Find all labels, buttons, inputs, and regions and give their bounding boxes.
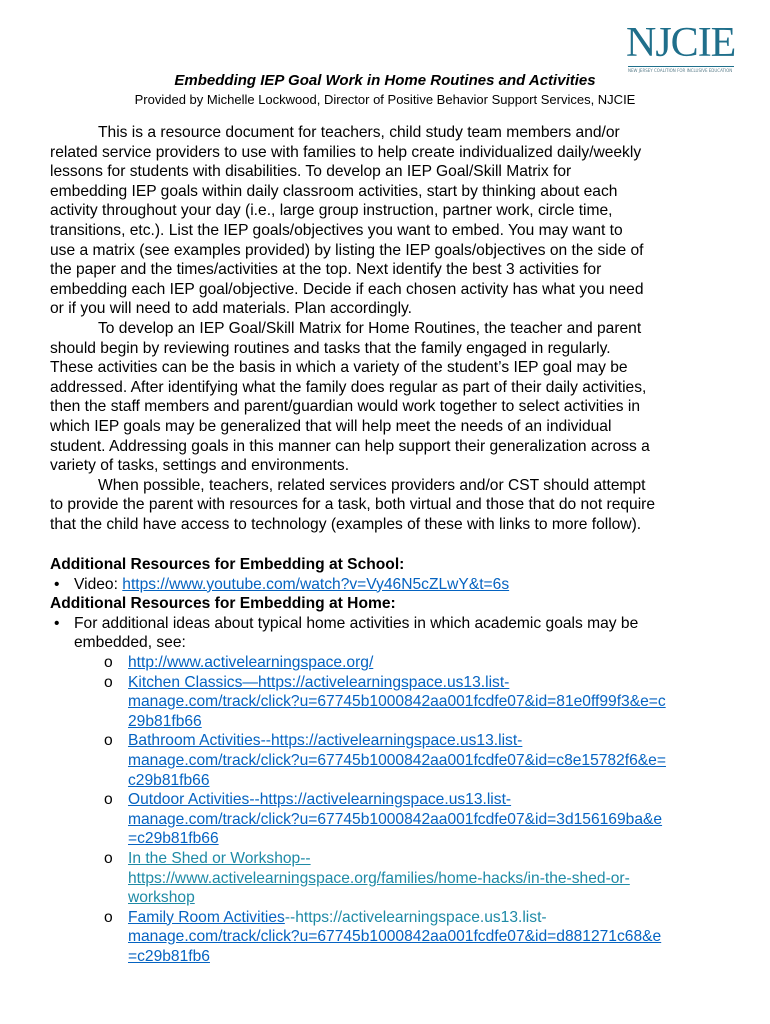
home-ideas-line: embedded, see: bbox=[74, 634, 186, 652]
paragraph-line: then the staff members and parent/guardian would work together to select activities in bbox=[50, 398, 641, 416]
list-item-video bbox=[50, 575, 740, 595]
sub-list-item bbox=[50, 908, 740, 967]
active-learning-space-link[interactable]: http://www.activelearningspace.org/ bbox=[128, 653, 374, 671]
circle-bullet-icon: o bbox=[104, 732, 113, 750]
paragraph-line: related service providers to use with families to help create individualized daily/weekly bbox=[50, 143, 642, 161]
shed-workshop-link[interactable]: In the Shed or Workshop-- bbox=[128, 849, 311, 867]
paragraph-line: embedding IEP goals within daily classroom activities, start by thinking about each bbox=[50, 182, 618, 200]
paragraph-line: the paper and the times/activities at the top. Next identify the best 3 activities for bbox=[50, 261, 602, 279]
paragraph-line: lessons for students with disabilities. To develop an IEP Goal/Skill Matrix for bbox=[50, 163, 572, 181]
sub-list-item bbox=[50, 849, 740, 908]
paragraph-line: When possible, teachers, related services providers and/or CST should attempt bbox=[98, 476, 646, 494]
list-item-home-ideas bbox=[50, 614, 740, 653]
kitchen-classics-link[interactable]: manage.com/track/click?u=67745b1000842aa001fcdfe07&id=81e0ff99f3&e=c bbox=[128, 693, 666, 711]
family-room-url-link[interactable]: --https://activelearningspace.us13.list- bbox=[284, 908, 547, 926]
bullet-icon: • bbox=[54, 575, 60, 593]
circle-bullet-icon: o bbox=[104, 673, 113, 691]
paragraph-line: transitions, etc.). List the IEP goals/objectives you want to embed. You may want to bbox=[50, 221, 623, 239]
paragraph-line: student. Addressing goals in this manner can help support their generalization across a bbox=[50, 437, 650, 455]
outdoor-activities-link[interactable]: Outdoor Activities--https://activelearningspace.us13.list- bbox=[128, 791, 512, 809]
family-room-line bbox=[128, 908, 740, 928]
paragraph-line: addressed. After identifying what the family does regular as part of their daily activities, bbox=[50, 378, 647, 396]
document-title: Embedding IEP Goal Work in Home Routines and Activities bbox=[174, 72, 596, 89]
logo-tagline: NEW JERSEY COALITION FOR INCLUSIVE EDUCATION bbox=[628, 68, 733, 73]
document-subtitle: Provided by Michelle Lockwood, Director of Positive Behavior Support Services, NJCIE bbox=[134, 92, 636, 107]
paragraph-line: This is a resource document for teachers, child study team members and/or bbox=[98, 124, 620, 141]
sub-list-item bbox=[50, 673, 740, 732]
paragraph-line: These activities can be the basis in which a variety of the student’s IEP goal may be bbox=[50, 359, 628, 377]
family-room-url-link[interactable]: =c29b81fb6 bbox=[128, 947, 210, 965]
paragraph-home-routines bbox=[50, 319, 715, 476]
paragraph-line: activity throughout your day (i.e., large group instruction, partner work, circle time, bbox=[50, 202, 613, 220]
sub-list-item bbox=[50, 731, 740, 790]
outdoor-activities-link[interactable]: manage.com/track/click?u=67745b1000842aa001fcdfe07&id=3d156169ba&e bbox=[128, 810, 663, 828]
logo-wordmark: NJCIE bbox=[626, 20, 736, 66]
paragraph-line: that the child have access to technology (examples of these with links to more follow). bbox=[50, 515, 642, 533]
family-room-url-link[interactable]: manage.com/track/click?u=67745b1000842aa001fcdfe07&id=d881271c68&e bbox=[128, 928, 662, 946]
paragraph-line: should begin by reviewing routines and tasks that the family engaged in regularly. bbox=[50, 339, 611, 357]
home-ideas-line: For additional ideas about typical home activities in which academic goals may be bbox=[74, 614, 639, 632]
kitchen-classics-link[interactable]: Kitchen Classics—https://activelearningspace.us13.list- bbox=[128, 673, 510, 691]
njcie-logo bbox=[626, 20, 738, 76]
shed-workshop-link[interactable]: https://www.activelearningspace.org/families/home-hacks/in-the-shed-or- bbox=[128, 869, 630, 887]
shed-workshop-link[interactable]: workshop bbox=[128, 889, 195, 907]
paragraph-line: or if you will need to add materials. Plan accordingly. bbox=[50, 300, 413, 318]
paragraph-line: which IEP goals may be generalized that will help meet the needs of an individual bbox=[50, 417, 612, 435]
bathroom-activities-link[interactable]: Bathroom Activities--https://activelearningspace.us13.list- bbox=[128, 732, 523, 750]
bullet-icon: • bbox=[54, 614, 60, 632]
family-room-activities-link[interactable]: Family Room Activities bbox=[128, 908, 285, 926]
outdoor-activities-link[interactable]: =c29b81fb66 bbox=[128, 830, 219, 848]
paragraph-line: to provide the parent with resources for a task, both virtual and those that do not require bbox=[50, 496, 656, 514]
paragraph-line: variety of tasks, settings and environments. bbox=[50, 457, 350, 475]
video-label: Video: bbox=[74, 575, 123, 593]
circle-bullet-icon: o bbox=[104, 908, 113, 926]
school-resources-heading: Additional Resources for Embedding at School: bbox=[50, 556, 405, 573]
youtube-video-link[interactable]: https://www.youtube.com/watch?v=Vy46N5cZLwY&t=6s bbox=[122, 575, 510, 593]
paragraph-intro bbox=[50, 123, 715, 319]
circle-bullet-icon: o bbox=[104, 791, 113, 809]
paragraph-resources-note bbox=[50, 476, 715, 535]
kitchen-classics-link[interactable]: 29b81fb66 bbox=[128, 712, 202, 730]
circle-bullet-icon: o bbox=[104, 653, 113, 671]
paragraph-line: To develop an IEP Goal/Skill Matrix for Home Routines, the teacher and parent bbox=[98, 319, 642, 337]
paragraph-line: use a matrix (see examples provided) by listing the IEP goals/objectives on the side of bbox=[50, 241, 644, 259]
sub-list-item bbox=[50, 790, 740, 849]
bathroom-activities-link[interactable]: manage.com/track/click?u=67745b1000842aa001fcdfe07&id=c8e15782f6&e= bbox=[128, 751, 666, 769]
bathroom-activities-link[interactable]: c29b81fb66 bbox=[128, 771, 210, 789]
home-resources-heading: Additional Resources for Embedding at Home: bbox=[50, 595, 396, 613]
paragraph-line: embedding each IEP goal/objective. Decide if each chosen activity has what you need bbox=[50, 280, 644, 298]
body-text bbox=[50, 123, 715, 534]
resources-section bbox=[50, 555, 740, 966]
sub-list-item bbox=[50, 653, 740, 673]
circle-bullet-icon: o bbox=[104, 849, 113, 867]
